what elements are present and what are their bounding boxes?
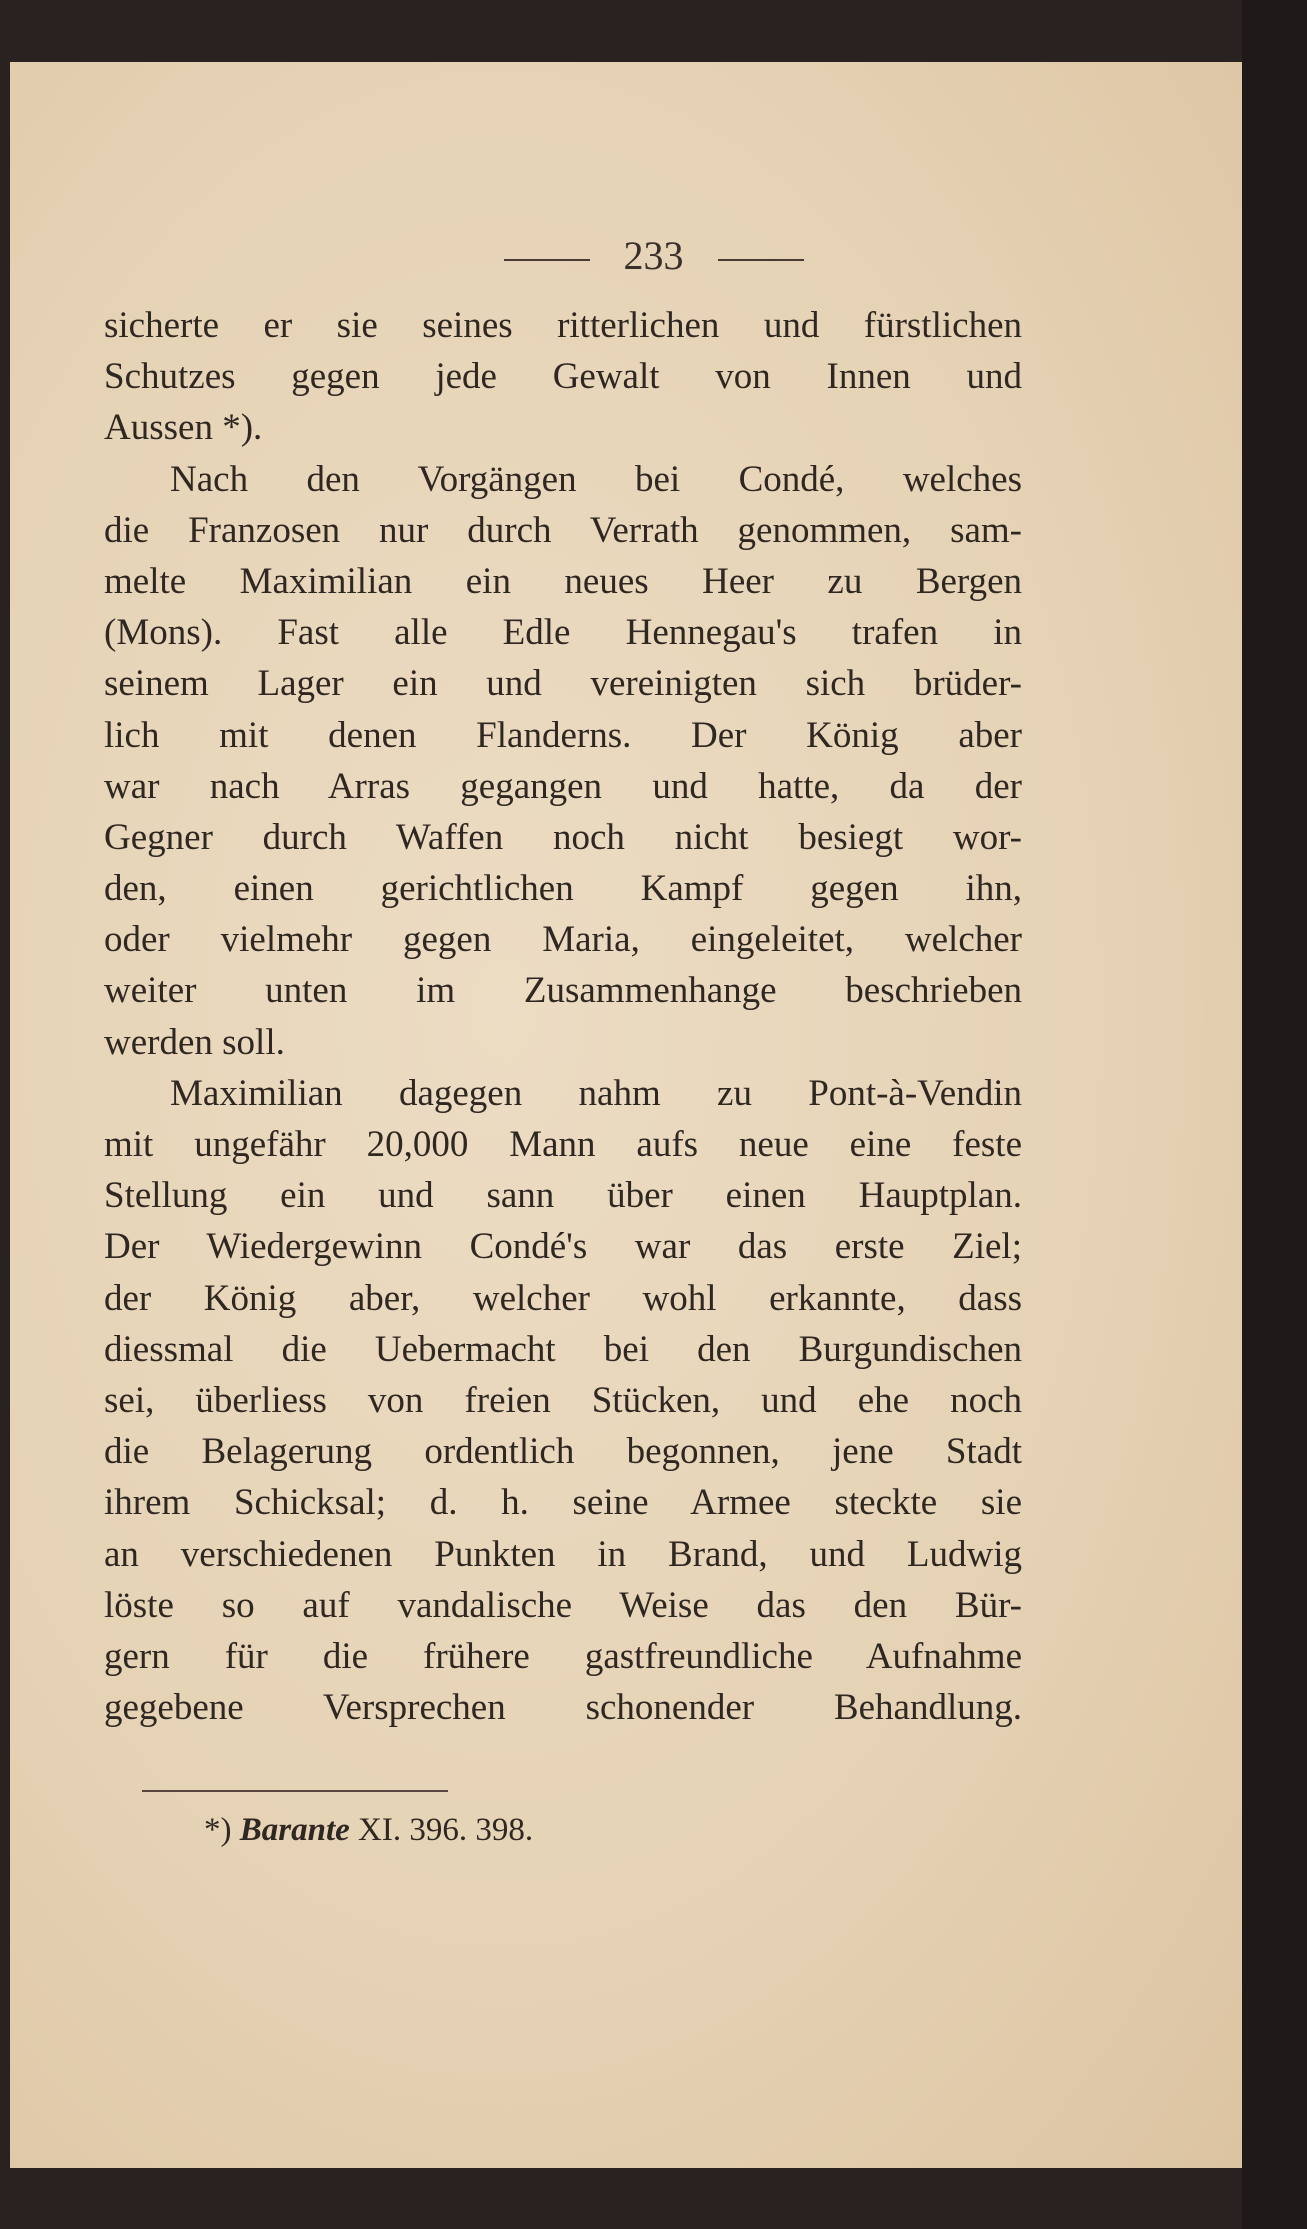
body-text (104, 300, 1022, 1733)
footnote-reference: XI. 396. 398. (358, 1812, 534, 1848)
footnote-marker: *) (204, 1812, 232, 1848)
text-line: löste so auf vandalische Weise das den Bür- (104, 1584, 1022, 1626)
text-line: mit ungefähr 20,000 Mann aufs neue eine feste (104, 1124, 1022, 1165)
text-line: den, einen gerichtlichen Kampf gegen ihn, (104, 868, 1022, 910)
text-line: Der Wiedergewinn Condé's war das erste Ziel; (104, 1226, 1022, 1268)
text-line: gegebene Versprechen schonender Behandlung. (104, 1687, 1022, 1729)
text-line: Maximilian dagegen nahm zu Pont-à-Vendin (170, 1072, 1022, 1114)
text-line: oder vielmehr gegen Maria, eingeleitet, welcher (104, 919, 1022, 961)
text-line: lich mit denen Flanderns. Der König aber (104, 714, 1022, 756)
text-line: seinem Lager ein und vereinigten sich brüder- (104, 663, 1022, 705)
text-line: ihrem Schicksal; d. h. seine Armee steckte sie (104, 1482, 1022, 1524)
page-header (0, 232, 1307, 279)
page-number: 233 (623, 233, 684, 278)
header-dash-left (504, 259, 590, 261)
text-line: weiter unten im Zusammenhange beschrieben (104, 970, 1022, 1012)
text-line: melte Maximilian ein neues Heer zu Bergen (104, 560, 1022, 602)
text-line: diessmal die Uebermacht bei den Burgundischen (104, 1328, 1022, 1370)
text-line: gern für die frühere gastfreundliche Aufnahme (104, 1635, 1022, 1677)
footnote-author: Barante (239, 1812, 350, 1848)
text-line: werden soll. (104, 1021, 285, 1063)
footnote (204, 1812, 533, 1849)
footnote-rule (142, 1790, 448, 1792)
header-dash-right (718, 259, 804, 261)
text-line: die Franzosen nur durch Verrath genommen, sam- (104, 509, 1022, 551)
text-line: Nach den Vorgängen bei Condé, welches (170, 458, 1022, 500)
text-line: die Belagerung ordentlich begonnen, jene Stadt (104, 1431, 1022, 1473)
text-line: war nach Arras gegangen und hatte, da der (104, 765, 1022, 807)
text-line: Stellung ein und sann über einen Hauptplan. (104, 1175, 1022, 1217)
text-line: Gegner durch Waffen noch nicht besiegt wor- (104, 816, 1022, 858)
text-line: sicherte er sie seines ritterlichen und fürstlichen (104, 305, 1022, 346)
text-line: Aussen *). (104, 407, 263, 449)
text-line: sei, überliess von freien Stücken, und ehe noch (104, 1379, 1022, 1421)
text-line: Schutzes gegen jede Gewalt von Innen und (104, 356, 1022, 398)
scan-background (1242, 0, 1307, 2229)
text-line: (Mons). Fast alle Edle Hennegau's trafen in (104, 612, 1022, 654)
text-line: der König aber, welcher wohl erkannte, dass (104, 1277, 1022, 1319)
text-line: an verschiedenen Punkten in Brand, und Ludwig (104, 1533, 1022, 1575)
